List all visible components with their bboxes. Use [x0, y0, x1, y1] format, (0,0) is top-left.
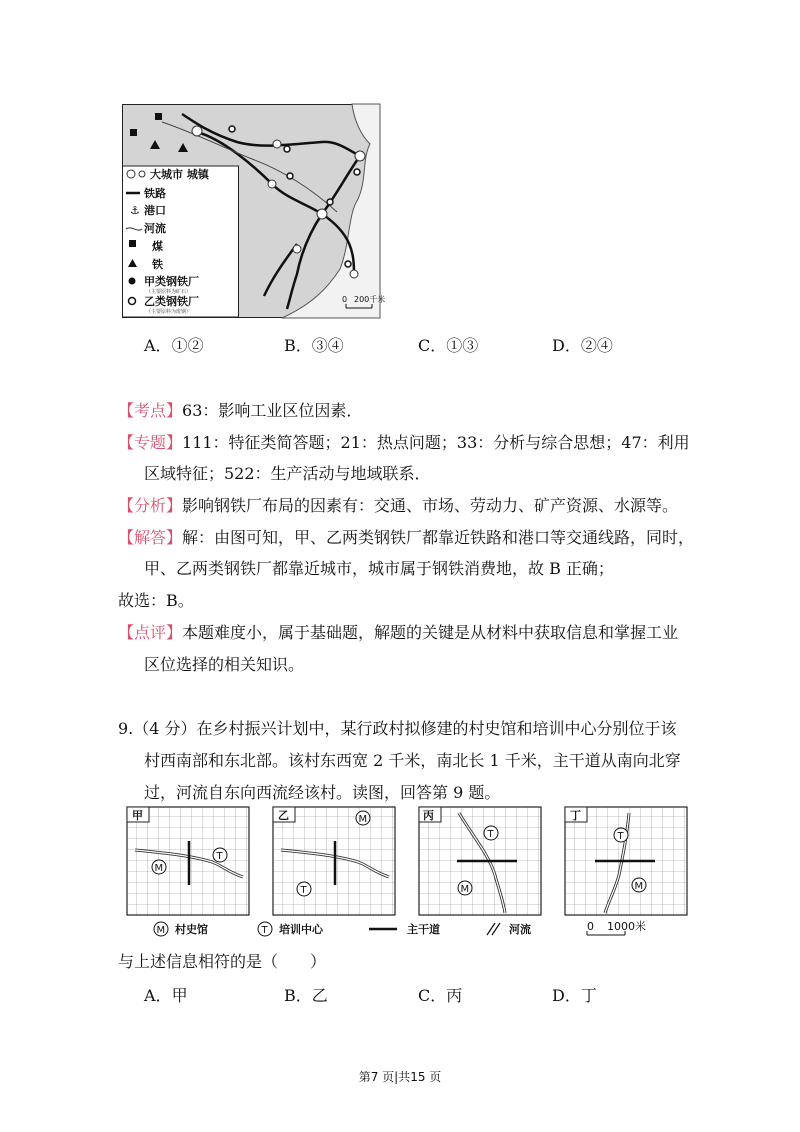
panel-jia-label: 甲: [132, 809, 143, 822]
legend-training-icon: T: [261, 925, 268, 936]
fenxi-line: 【分析】影响钢铁厂布局的因素有：交通、市场、劳动力、矿产资源、水源等。: [118, 496, 679, 515]
legend-coal: 煤: [152, 240, 163, 253]
panels-scale-zero: 0: [587, 920, 594, 933]
panel-bing: [419, 807, 541, 915]
panel-yi-label: 乙: [278, 809, 289, 822]
legend-road: 主干道: [407, 923, 440, 936]
svg-text:T: T: [216, 851, 223, 862]
legend-steel-b-note: （主要原料为废钢）: [146, 309, 192, 315]
legend-port: 港口: [144, 204, 166, 217]
q9-stem-1: 9.（4 分）在乡村振兴计划中，某行政村拟修建的村史馆和培训中心分别位于该: [118, 719, 677, 738]
fenxi-tag: 【分析】: [118, 496, 183, 515]
legend-museum: 村史馆: [175, 923, 208, 936]
q8-option-b: B．③④: [284, 336, 344, 355]
jieda-tag: 【解答】: [118, 528, 183, 547]
dianping-line: 【点评】本题难度小，属于基础题，解题的关键是从材料中获取信息和掌握工业: [118, 623, 679, 642]
q9-option-a: A．甲: [144, 986, 188, 1005]
legend-steel-a: 甲类钢铁厂: [144, 275, 199, 288]
steel-b-icon: [129, 298, 136, 305]
zhuanti-line: 【专题】111：特征类简答题；21：热点问题；33：分析与综合思想；47：利用: [118, 433, 690, 452]
q9-option-d: D．丁: [552, 986, 597, 1005]
panels-scale-label: 1000米: [607, 920, 646, 933]
steel-plant-map: [122, 104, 386, 318]
svg-text:M: M: [154, 863, 164, 874]
svg-text:T: T: [300, 885, 307, 896]
svg-text:M: M: [634, 881, 644, 892]
panel-ding: [565, 807, 687, 915]
dianping-tag: 【点评】: [118, 623, 183, 642]
legend-steel-a-note: （主要原料为矿石）: [146, 289, 192, 295]
jieda-line: 【解答】解：由图可知，甲、乙两类钢铁厂都靠近铁路和港口等交通线路，同时，: [118, 528, 695, 547]
legend-railway: 铁路: [144, 187, 166, 200]
legend-training: 培训中心: [279, 923, 323, 936]
legend-steel-b: 乙类钢铁厂: [144, 295, 199, 308]
legend-river-2: 河流: [509, 923, 531, 936]
jieda-line-2: 甲、乙两类钢铁厂都靠近城市，城市属于钢铁消费地，故 B 正确；: [144, 559, 614, 578]
svg-text:M: M: [358, 814, 368, 825]
q9-stem-2: 村西南部和东北部。该村东西宽 2 千米，南北长 1 千米，主干道从南向北穿: [144, 751, 681, 770]
panels-legend: [154, 919, 646, 936]
q9-question: 与上述信息相符的是（ ）: [118, 952, 327, 971]
page-footer: 第7 页|共15 页: [358, 1070, 442, 1084]
q8-option-d: D．②④: [552, 336, 613, 355]
svg-text:M: M: [460, 884, 470, 895]
dianping-line-2: 区位选择的相关知识。: [144, 655, 305, 674]
svg-text:T: T: [487, 829, 494, 840]
q9-option-b: B．乙: [284, 986, 328, 1005]
panel-ding-label: 丁: [570, 809, 581, 822]
legend-iron: 铁: [152, 258, 163, 271]
legend-city: 大城市 城镇: [150, 168, 209, 181]
q8-option-a: A．①②: [144, 336, 204, 355]
svg-text:T: T: [617, 831, 624, 842]
legend-museum-icon: M: [156, 925, 166, 936]
q9-stem-3: 过，河流自东向西流经该村。读图，回答第 9 题。: [144, 783, 501, 802]
q8-option-c: C．①③: [418, 336, 479, 355]
zhuanti-tag: 【专题】: [118, 433, 183, 452]
panel-jia: [127, 807, 249, 915]
panel-yi: [273, 807, 395, 915]
port-icon: ⚓: [130, 204, 140, 217]
panel-bing-label: 丙: [423, 809, 434, 822]
village-panels: [125, 805, 690, 940]
legend-river: 河流: [144, 222, 166, 235]
q9-option-c: C．丙: [418, 986, 463, 1005]
steel-a-icon: [129, 278, 136, 285]
zhuanti-line-2: 区域特征；522：生产活动与地域联系．: [144, 464, 431, 483]
kaodian-line: 【考点】63：影响工业区位因素．: [118, 401, 363, 420]
scale-label: 200千米: [354, 295, 386, 304]
kaodian-tag: 【考点】: [118, 401, 183, 420]
scale-zero: 0: [342, 295, 348, 304]
coal-icon: [129, 240, 136, 247]
guxuan-line: 故选：B。: [118, 591, 194, 610]
